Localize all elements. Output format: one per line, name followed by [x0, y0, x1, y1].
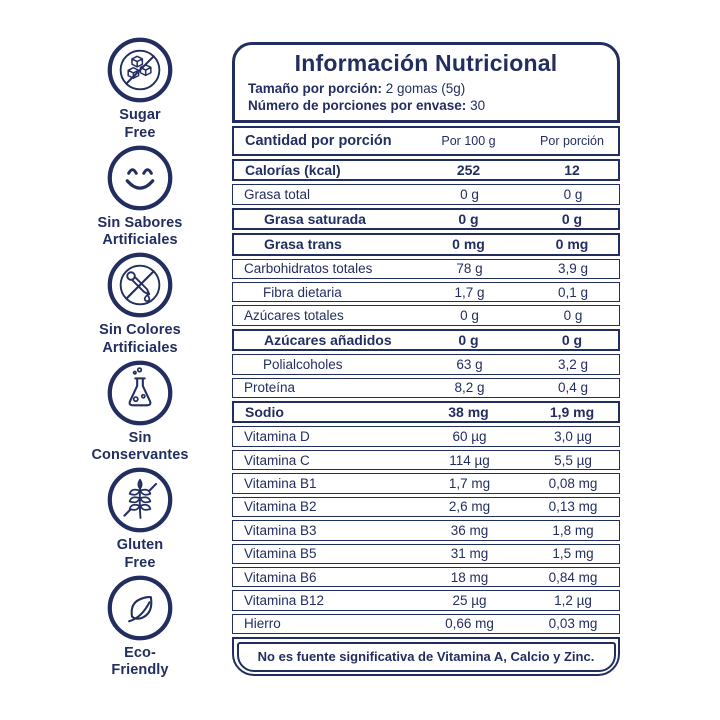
- table-header-row: [232, 126, 620, 156]
- nutrient-row: [232, 159, 620, 181]
- per-portion-value: 0,13 mg: [548, 499, 598, 515]
- nutrient-name: Azúcares añadidos: [264, 332, 392, 349]
- nutrient-row: [232, 259, 620, 279]
- per-100g-value: 31 mg: [450, 546, 489, 562]
- badge-label-line: Artificiales: [102, 232, 178, 249]
- nutrient-row: [232, 208, 620, 230]
- per-portion-value: 3,2 g: [557, 356, 589, 372]
- per-portion-value: 5,5 µg: [554, 452, 592, 468]
- nutrient-row: [232, 473, 620, 493]
- per-100g-value: 0 g: [458, 211, 479, 228]
- sugar-free-icon: [106, 36, 174, 104]
- nutrient-name: Vitamina B2: [244, 499, 317, 515]
- per-portion-value: 1,8 mg: [552, 522, 594, 538]
- per-100g-value: 1,7 mg: [448, 475, 491, 491]
- servings-per-container-line: [248, 97, 604, 114]
- nutrient-row: [232, 354, 620, 374]
- per-100g-value: 8,2 g: [454, 380, 485, 396]
- per-100g-value: 2,6 mg: [448, 499, 491, 515]
- badge-label-line: Sin Sabores: [97, 214, 183, 231]
- label-title: Información Nutricional: [294, 50, 558, 76]
- column-per-portion: Por porción: [540, 134, 604, 148]
- nutrient-name: Calorías (kcal): [245, 162, 341, 179]
- footnote-text: No es fuente significativa de Vitamina A, Calcio y Zinc.: [257, 648, 595, 664]
- nutrient-rows: [232, 159, 620, 634]
- serving-size-value: 2 gomas (5g): [385, 81, 466, 96]
- nutrient-row: [232, 450, 620, 470]
- no-artificial-colors-icon: [106, 251, 174, 319]
- nutrient-name: Vitamina D: [244, 429, 310, 445]
- servings-per-container-value: 30: [470, 98, 486, 113]
- column-per-100g: Por 100 g: [441, 134, 496, 148]
- eco-friendly-icon: [106, 574, 174, 642]
- no-preservatives-badge: [91, 359, 188, 467]
- badge-label-line: Artificiales: [102, 339, 178, 356]
- servings-per-container-label: Número de porciones por envase:: [248, 98, 467, 113]
- badge-label-line: Free: [124, 124, 156, 141]
- gluten-free-badge: [106, 466, 174, 574]
- nutrient-row: [232, 497, 620, 517]
- nutrient-row: [232, 544, 620, 564]
- footnote-box-outer: [232, 637, 620, 676]
- column-amount-per-portion: Cantidad por porción: [245, 133, 392, 149]
- nutrient-name: Azúcares totales: [244, 308, 344, 324]
- nutrient-row: [232, 329, 620, 351]
- sugar-free-badge: [106, 36, 174, 144]
- footnote-box: [237, 642, 616, 672]
- per-portion-value: 0 g: [561, 332, 583, 349]
- per-portion-value: 0 g: [563, 187, 583, 203]
- nutrient-name: Proteína: [244, 380, 296, 396]
- nutrient-row: [232, 614, 620, 634]
- nutrient-row: [232, 567, 620, 587]
- badge-label-line: Sin Colores: [99, 322, 181, 338]
- label-header: [232, 42, 620, 123]
- per-portion-value: 0,03 mg: [548, 616, 598, 632]
- per-100g-value: 0 g: [458, 332, 479, 349]
- per-100g-value: 25 µg: [452, 593, 487, 609]
- nutrient-row: [232, 426, 620, 446]
- nutrient-row: [232, 401, 620, 423]
- nutrient-name: Vitamina B5: [244, 546, 317, 562]
- per-100g-value: 78 g: [456, 261, 483, 277]
- badge-label-line: Free: [124, 554, 156, 571]
- per-100g-value: 63 g: [456, 356, 483, 372]
- nutrient-name: Vitamina B3: [244, 522, 317, 538]
- nutrient-row: [232, 184, 620, 204]
- nutrient-name: Vitamina B1: [244, 475, 317, 491]
- nutrient-name: Vitamina B12: [244, 593, 325, 609]
- badge-label-line: Eco-: [124, 644, 156, 661]
- serving-size-label: Tamaño por porción:: [248, 81, 382, 96]
- per-100g-value: 0,66 mg: [445, 616, 494, 632]
- per-portion-value: 0,1 g: [557, 284, 589, 300]
- per-portion-value: 0,08 mg: [548, 475, 598, 491]
- per-portion-value: 0,4 g: [557, 380, 589, 396]
- no-artificial-colors-badge: [99, 251, 181, 359]
- no-artificial-flavors-icon: [106, 144, 174, 212]
- per-100g-value: 114 µg: [449, 452, 490, 468]
- badge-label-line: Friendly: [111, 662, 169, 679]
- badge-label-line: Conservantes: [91, 447, 189, 464]
- per-100g-value: 0 g: [460, 308, 479, 324]
- nutrition-facts-panel: [232, 42, 620, 676]
- nutrient-row: [232, 590, 620, 610]
- nutrient-name: Vitamina B6: [244, 569, 317, 585]
- nutrient-name: Vitamina C: [244, 452, 310, 468]
- nutrient-name: Polialcoholes: [263, 356, 343, 372]
- nutrient-row: [232, 378, 620, 398]
- per-portion-value: 1,5 mg: [552, 546, 594, 562]
- badge-label: [111, 645, 168, 680]
- per-portion-value: 0 g: [561, 211, 583, 228]
- nutrient-row: [232, 520, 620, 540]
- nutrient-name: Sodio: [245, 404, 284, 421]
- eco-friendly-badge: [106, 574, 174, 682]
- badge-label: [91, 430, 188, 465]
- badge-label-line: Gluten: [116, 537, 164, 553]
- nutrient-name: Fibra dietaria: [263, 284, 342, 300]
- per-100g-value: 36 mg: [450, 522, 489, 538]
- badge-column: [70, 36, 210, 681]
- gluten-free-icon: [106, 466, 174, 534]
- per-100g-value: 0 g: [460, 187, 479, 203]
- badge-label: [98, 215, 183, 250]
- per-100g-value: 18 mg: [450, 569, 489, 585]
- badge-label: [119, 107, 161, 142]
- per-portion-value: 0,84 mg: [548, 569, 598, 585]
- badge-label: [117, 537, 164, 572]
- per-portion-value: 3,0 µg: [554, 429, 592, 445]
- per-portion-value: 12: [564, 162, 580, 179]
- nutrient-name: Grasa total: [244, 187, 311, 203]
- per-portion-value: 0 mg: [555, 236, 589, 253]
- serving-size-line: [248, 80, 604, 97]
- badge-label-line: Sugar: [119, 107, 161, 123]
- badge-label-line: Sin: [128, 429, 152, 446]
- no-preservatives-icon: [106, 359, 174, 427]
- no-artificial-flavors-badge: [98, 144, 183, 252]
- per-portion-value: 1,9 mg: [549, 404, 595, 421]
- nutrient-name: Grasa trans: [264, 236, 342, 253]
- nutrient-name: Hierro: [244, 616, 281, 632]
- nutrient-row: [232, 305, 620, 325]
- per-100g-value: 60 µg: [452, 429, 487, 445]
- per-100g-value: 252: [456, 162, 481, 179]
- per-100g-value: 38 mg: [448, 404, 489, 421]
- nutrient-name: Carbohidratos totales: [244, 261, 373, 277]
- badge-label: [99, 322, 181, 357]
- nutrient-name: Grasa saturada: [264, 211, 366, 228]
- per-portion-value: 3,9 g: [557, 261, 589, 277]
- per-portion-value: 0 g: [563, 308, 583, 324]
- nutrient-row: [232, 282, 620, 302]
- per-100g-value: 0 mg: [452, 236, 485, 253]
- per-portion-value: 1,2 µg: [554, 593, 592, 609]
- per-100g-value: 1,7 g: [454, 284, 485, 300]
- nutrient-row: [232, 233, 620, 255]
